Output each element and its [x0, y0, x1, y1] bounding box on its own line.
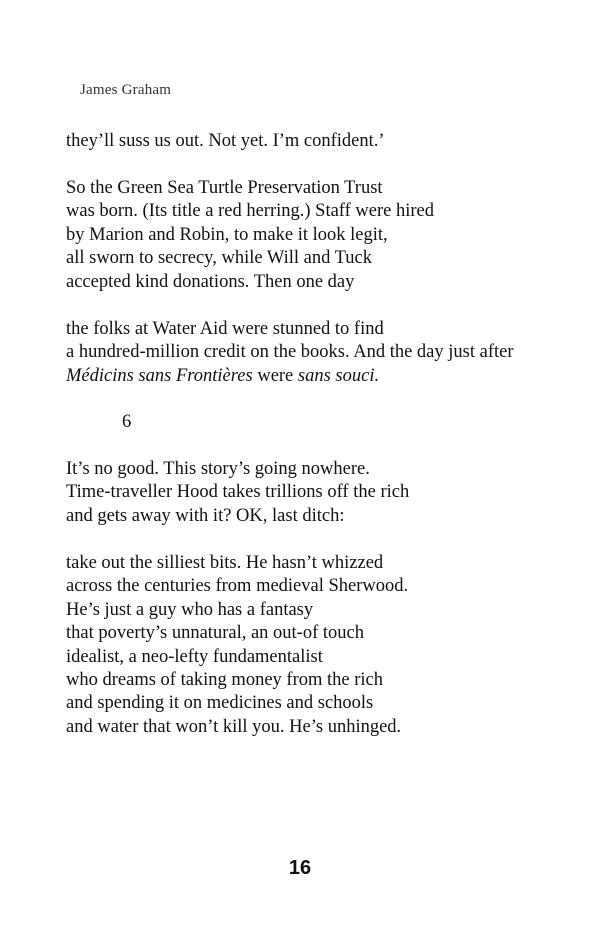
poem-line: It’s no good. This story’s going nowhere.	[66, 459, 370, 479]
poem-line: by Marion and Robin, to make it look legit,	[66, 224, 388, 245]
poem-line: idealist, a neo-lefty fundamentalist	[66, 646, 323, 667]
roman-phrase: were	[252, 365, 298, 386]
poem-line-mixed	[66, 365, 514, 388]
poem-line: accepted kind donations. Then one day	[66, 271, 355, 292]
poem-line: who dreams of taking money from the rich	[66, 670, 383, 691]
section-number: 6	[122, 412, 132, 432]
poem-line: was born. (Its title a red herring.) Staff were hired	[66, 201, 434, 222]
stanza-3	[66, 318, 514, 388]
poem-line: and spending it on medicines and schools	[66, 693, 374, 714]
poem-line: the folks at Water Aid were stunned to find	[66, 319, 384, 339]
poem-line: they’ll suss us out. Not yet. I’m confident.’	[66, 131, 385, 151]
italic-phrase: sans souci.	[297, 365, 380, 386]
poem-line: Time-traveller Hood takes trillions off the rich	[66, 482, 410, 503]
poem-line: and water that won’t kill you. He’s unhinged.	[66, 716, 402, 737]
stanza-1	[66, 130, 385, 153]
italic-phrase: Médicins sans Frontières	[66, 365, 253, 386]
stanza-2	[66, 177, 434, 294]
poem-line: He’s just a guy who has a fantasy	[66, 599, 314, 620]
page-number: 16	[288, 857, 312, 879]
running-head: James Graham	[80, 82, 172, 98]
poem-line: all sworn to secrecy, while Will and Tuck	[66, 248, 372, 269]
poem-line: take out the silliest bits. He hasn’t whizzed	[66, 553, 384, 573]
poem-line: that poverty’s unnatural, an out-of touch	[66, 623, 364, 644]
stanza-4	[66, 458, 409, 528]
poem-line: and gets away with it? OK, last ditch:	[66, 505, 345, 526]
poem-line: So the Green Sea Turtle Preservation Trust	[66, 178, 383, 198]
stanza-5	[66, 552, 408, 739]
poem-line: across the centuries from medieval Sherwood.	[66, 576, 409, 597]
poem-line: a hundred-million credit on the books. And the day just after	[66, 342, 514, 363]
